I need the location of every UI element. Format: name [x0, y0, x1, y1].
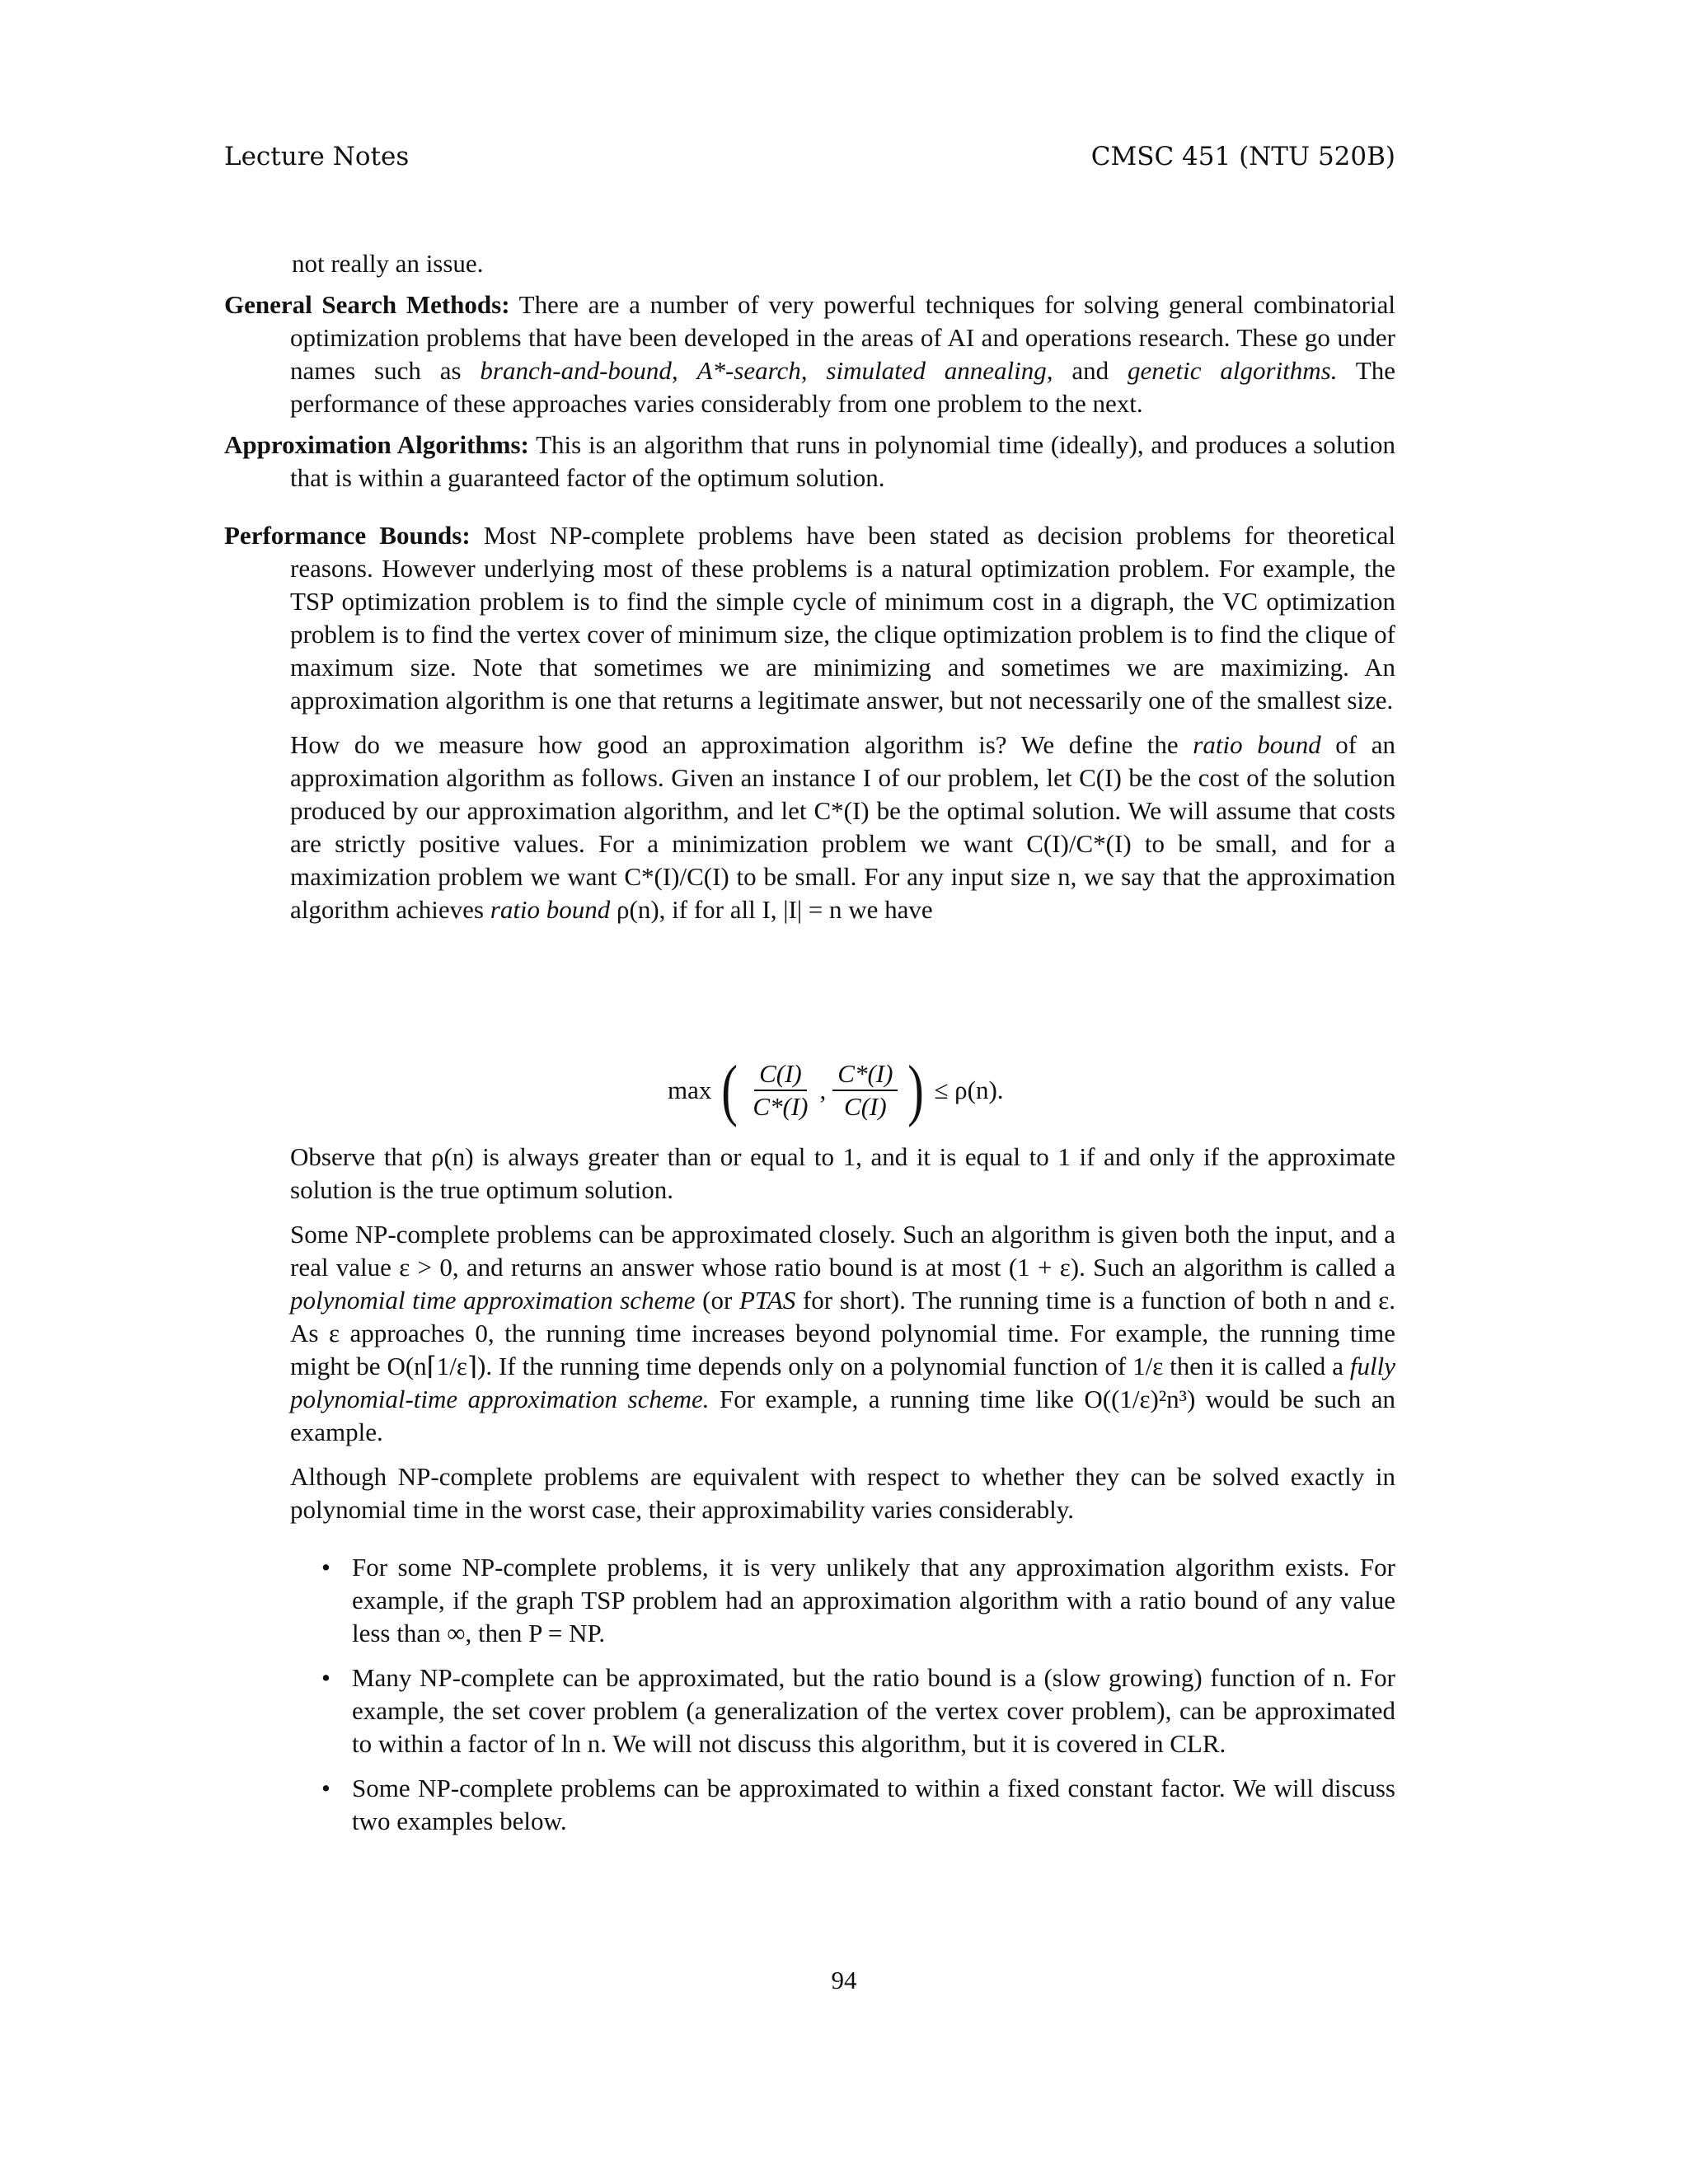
- header-right: CMSC 451 (NTU 520B): [1090, 142, 1395, 171]
- ptas-paragraph: [224, 1218, 1395, 1449]
- general-search-text-c: The performance of these approaches varies considerably from one problem to the next.: [290, 356, 1395, 418]
- list-item: • Some NP-complete problems can be approximated to within a fixed constant factor. We will discuss two examples below.: [224, 1772, 1395, 1838]
- formula-fraction-1: [748, 1058, 813, 1122]
- ratio-text-a: How do we measure how good an approximation algorithm is? We define the: [290, 730, 1193, 759]
- formula-comma: ,: [819, 1076, 827, 1104]
- approx-algorithms-paragraph: [224, 429, 1395, 494]
- performance-bounds-term: Performance Bounds:: [224, 521, 471, 550]
- performance-bounds-text: Most NP-complete problems have been stated as decision problems for theoretical reasons. However underlying most of these problems is a natural optimization problem. For example, the TSP optimization problem is to find the simple cycle of minimum cost in a digraph, the VC optimization problem is to find the vertex cover of minimum size, the clique optimization problem is to find the clique of maximum size. Note that sometimes we are minimizing and sometimes we are maximizing. An approximation algorithm is one that returns a legitimate answer, but not necessarily one of the smallest size.: [290, 521, 1395, 715]
- ptas-text-d: For example, a running time like O((1/ε)²n³) would be such an example.: [290, 1385, 1395, 1446]
- ptas-text-c: for short). The running time is a function of both n and ε. As ε approaches 0, the running time increases beyond polynomial time. For example, the running time might be O(n⌈1/ε⌉). If the running time depends only on a polynomial function of 1/ε then it is called a: [290, 1286, 1395, 1380]
- general-search-term: General Search Methods:: [224, 290, 510, 319]
- formula-den2: C(I): [844, 1092, 887, 1121]
- general-search-text-a: There are a number of very powerful techniques for solving general combinatorial optimization problems that have been developed in the areas of AI and operations research. These go under names such as: [290, 290, 1395, 385]
- ptas-em3: fully polynomial-time approximation scheme.: [290, 1352, 1395, 1413]
- lower-text-block: [224, 1141, 1395, 1838]
- list-item: • For some NP-complete problems, it is very unlikely that any approximation algorithm exists. For example, if the graph TSP problem had an approximation algorithm with a ratio bound of any value less than ∞, then P = NP.: [224, 1551, 1395, 1650]
- general-search-em3: simulated annealing,: [826, 356, 1053, 385]
- upper-text-block: [224, 247, 1395, 926]
- ptas-em1: polynomial time approximation scheme: [290, 1286, 696, 1315]
- header-left: Lecture Notes: [224, 142, 410, 171]
- ptas-text-a: Some NP-complete problems can be approximated closely. Such an algorithm is given both the input, and a real value ε > 0, and returns an answer whose ratio bound is at most (1 + ε). Such an algorithm is called a: [290, 1220, 1395, 1282]
- general-search-em2: A*-search,: [696, 356, 808, 385]
- page-number: 94: [831, 1966, 857, 1994]
- general-search-paragraph: [224, 288, 1395, 420]
- formula-den1: C*(I): [753, 1092, 809, 1121]
- general-search-em1: branch-and-bound,: [480, 356, 678, 385]
- ptas-em2: PTAS: [738, 1286, 796, 1315]
- ratio-text-b: of an approximation algorithm as follows. Given an instance I of our problem, let C(I) be the cost of the solution produced by our approximation algorithm, and let C*(I) be the optimal solution. We will assume that costs are strictly positive values. For a minimization problem we want C(I)/C*(I) to be small, and for a maximization problem we want C*(I)/C(I) to be small. For any input size n, we say that the approximation algorithm achieves: [290, 730, 1395, 924]
- ratio-em2: ratio bound: [490, 895, 611, 924]
- general-search-text-b: and: [1053, 356, 1128, 385]
- intro-line: not really an issue.: [292, 249, 484, 278]
- formula-max: max: [668, 1076, 712, 1104]
- observe-paragraph: Observe that ρ(n) is always greater than or equal to 1, and it is equal to 1 if and only if the approximate solution is the true optimum solution.: [290, 1142, 1395, 1204]
- ratio-bound-formula: [668, 1045, 1004, 1136]
- ratio-bound-paragraph: [224, 729, 1395, 926]
- approx-algorithms-text: This is an algorithm that runs in polynomial time (ideally), and produces a solution that is within a guaranteed factor of the optimum solution.: [290, 430, 1395, 492]
- list-item: • Many NP-complete can be approximated, but the ratio bound is a (slow growing) function of n. For example, the set cover problem (a generalization of the vertex cover problem), can be approximated to within a factor of ln n. We will not discuss this algorithm, but it is covered in CLR.: [224, 1661, 1395, 1760]
- approximability-list: [224, 1551, 1395, 1838]
- approx-algorithms-term: Approximation Algorithms:: [224, 430, 529, 459]
- ratio-text-c: ρ(n), if for all I, |I| = n we have: [610, 895, 933, 924]
- although-paragraph: Although NP-complete problems are equivalent with respect to whether they can be solved exactly in polynomial time in the worst case, their approximability varies considerably.: [290, 1462, 1395, 1524]
- formula-fraction-2: [832, 1058, 898, 1122]
- formula-right-paren: ): [907, 1052, 925, 1128]
- ratio-em1: ratio bound: [1193, 730, 1321, 759]
- formula-rhs: ≤ ρ(n).: [934, 1076, 1004, 1104]
- ptas-text-b: (or: [695, 1286, 739, 1315]
- formula-num2: C*(I): [832, 1058, 898, 1091]
- formula-left-paren: (: [721, 1052, 738, 1128]
- performance-bounds-paragraph: [224, 519, 1395, 717]
- formula-num1: C(I): [754, 1058, 807, 1091]
- general-search-em4: genetic algorithms.: [1128, 356, 1338, 385]
